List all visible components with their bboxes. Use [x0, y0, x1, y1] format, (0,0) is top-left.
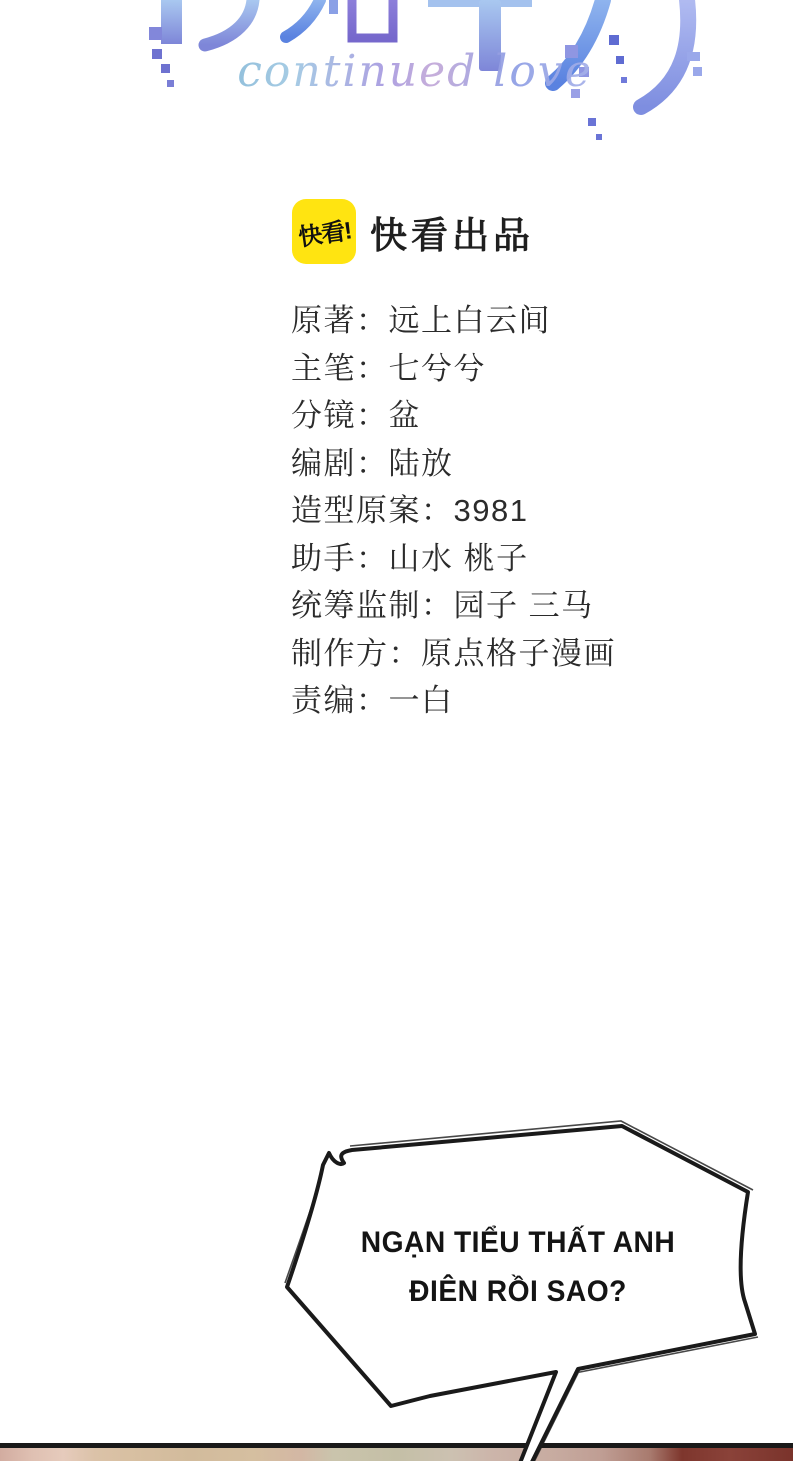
credit-row-screenwriter: 编剧：陆放 [291, 445, 454, 481]
credit-row-supervision: 统筹监制：园子 三马 [291, 588, 594, 623]
speech-line-1: NGẠN TIỂU THẤT ANH [360, 1226, 676, 1259]
speech-line-2: ĐIÊN RỒI SAO? [409, 1275, 627, 1308]
credit-row-storyboard: 分镜：盆 [291, 398, 421, 433]
publisher-label: 快看出品 [370, 214, 534, 256]
credit-row-production: 制作方：原点格子漫画 [291, 635, 616, 671]
credit-row-assistants: 助手：山水 桃子 [291, 540, 529, 576]
credit-row-original-author: 原著：远上白云间 [291, 303, 551, 338]
kuaikan-logo-text: 快看! [296, 217, 353, 252]
credit-row-editor: 责编：一白 [291, 683, 454, 718]
subtitle-script: continued love [225, 44, 605, 104]
credit-row-lead-artist: 主笔：七兮兮 [291, 350, 486, 386]
speech-bubble-text [358, 1218, 678, 1316]
credit-row-character-design: 造型原案：3981 [291, 493, 529, 528]
